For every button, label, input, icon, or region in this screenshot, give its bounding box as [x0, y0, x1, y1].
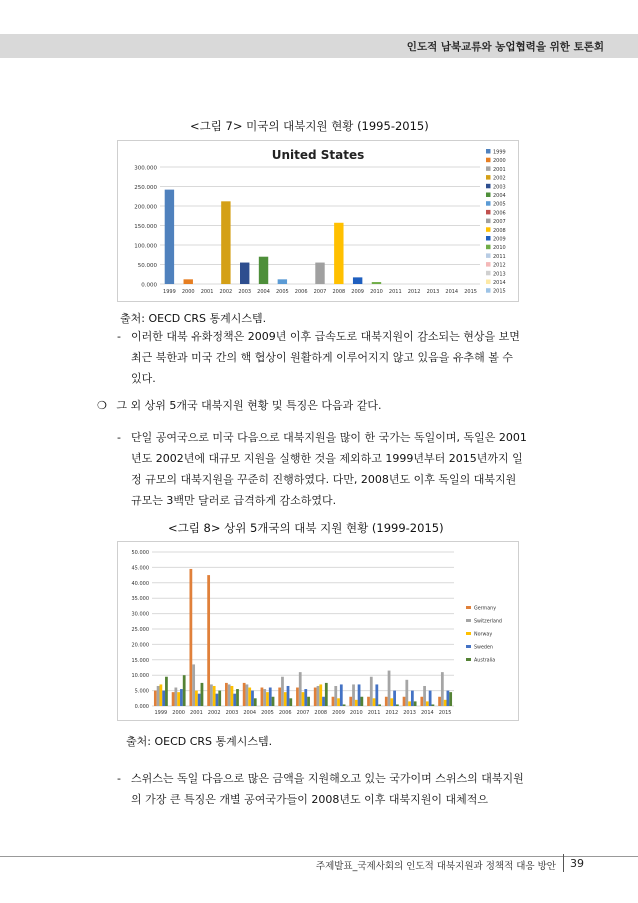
bar — [269, 688, 272, 706]
y-tick-label: 40.000 — [131, 580, 149, 587]
bar — [263, 689, 266, 706]
bar — [240, 263, 249, 284]
bar — [299, 672, 302, 706]
bar — [210, 684, 213, 706]
bar — [284, 692, 287, 706]
bar — [195, 691, 198, 706]
paragraph-3 — [117, 768, 527, 810]
legend-label: 2010 — [493, 245, 506, 252]
bar — [231, 686, 234, 706]
bar — [340, 684, 343, 706]
bar — [192, 664, 195, 706]
us-aid-chart — [118, 141, 518, 301]
legend-label: 2000 — [493, 158, 506, 165]
bar — [360, 697, 363, 706]
legend-swatch — [486, 271, 491, 276]
bar — [343, 704, 346, 706]
bar — [218, 691, 221, 706]
bullet-mark: ❍ — [97, 399, 107, 412]
bar — [207, 575, 210, 706]
legend-swatch — [486, 201, 491, 206]
bar — [183, 675, 186, 706]
figure8-caption: <그림 8> 상위 5개국의 대북 지원 현황 (1999-2015) — [168, 521, 444, 535]
bar — [358, 684, 361, 706]
y-tick-label: 15.000 — [131, 657, 149, 664]
legend-swatch — [486, 280, 491, 285]
legend-label: 2009 — [493, 236, 506, 243]
x-tick-label: 2012 — [385, 710, 399, 716]
bar — [373, 698, 376, 706]
bar — [246, 684, 249, 706]
legend-swatch — [486, 175, 491, 180]
bar — [385, 697, 388, 706]
bar — [352, 684, 355, 706]
bar — [251, 691, 254, 706]
legend-swatch — [486, 227, 491, 232]
bar — [375, 684, 378, 706]
bar — [411, 691, 414, 706]
bar — [408, 701, 411, 706]
legend-swatch — [466, 645, 471, 648]
legend-swatch — [486, 149, 491, 154]
bar — [233, 694, 236, 706]
bar — [444, 700, 447, 706]
legend-swatch — [466, 632, 471, 635]
paragraph-1 — [117, 326, 527, 389]
y-tick-label: 250.000 — [134, 185, 157, 191]
bar — [154, 691, 157, 706]
bar — [296, 688, 299, 706]
legend-label: 2006 — [493, 210, 506, 217]
bar — [325, 683, 328, 706]
legend-label: 2007 — [493, 219, 506, 226]
legend-label: 1999 — [493, 149, 506, 156]
legend-label: 2015 — [493, 288, 506, 295]
bar — [272, 697, 275, 706]
bar — [165, 190, 174, 284]
bar — [319, 684, 322, 706]
bar — [221, 201, 230, 284]
bar — [432, 704, 435, 706]
bar — [403, 697, 406, 706]
y-tick-label: 10.000 — [131, 673, 149, 680]
legend-label: 2003 — [493, 184, 506, 191]
paragraph-2-text: 단일 공여국으로 미국 다음으로 대북지원을 많이 한 국가는 독일이며, 독일은 2001년도 2002년에 대규모 지원을 실행한 것을 제외하고 1999년부터 2015년까지 일정 규모의 대북지원을 꾸준히 진행하였다. 다만, 2008년도 이후 독일의 대북지원 규모는 3백만 달러로 급격하게 감소하였다. — [131, 431, 527, 507]
bar — [441, 672, 444, 706]
x-tick-label: 2015 — [438, 710, 452, 716]
bar — [278, 688, 281, 706]
y-tick-label: 5.000 — [134, 688, 149, 695]
bar — [157, 686, 160, 706]
chart-title: United States — [271, 148, 365, 162]
bar — [174, 688, 177, 706]
bar — [281, 677, 284, 706]
legend-label: Germany — [474, 606, 497, 612]
legend-label: 2008 — [493, 227, 506, 234]
legend-swatch — [486, 184, 491, 189]
bar — [429, 691, 432, 706]
bar — [317, 686, 320, 706]
x-tick-label: 2015 — [464, 289, 477, 295]
legend-swatch — [486, 193, 491, 198]
x-tick-label: 2013 — [403, 710, 416, 716]
bar — [349, 697, 352, 706]
bar — [278, 279, 287, 284]
bar — [159, 684, 162, 706]
bar — [334, 223, 343, 284]
bar — [423, 686, 426, 706]
bar — [370, 677, 373, 706]
x-tick-label: 2007 — [296, 710, 310, 716]
legend-swatch — [486, 158, 491, 163]
bar — [287, 686, 290, 706]
x-tick-label: 2014 — [445, 289, 459, 295]
bar — [236, 689, 239, 706]
x-tick-label: 2003 — [225, 710, 239, 716]
y-tick-label: 200.000 — [134, 204, 157, 211]
x-tick-label: 2009 — [332, 710, 345, 716]
legend-swatch — [486, 210, 491, 215]
x-tick-label: 1999 — [154, 710, 168, 716]
bar — [414, 701, 417, 706]
x-tick-label: 2006 — [294, 289, 308, 295]
bar — [447, 691, 450, 706]
x-tick-label: 2014 — [420, 710, 434, 716]
figure7-frame — [117, 140, 519, 302]
bar — [396, 704, 399, 706]
footer-rule — [0, 856, 638, 857]
bar — [390, 698, 393, 706]
x-tick-label: 2000 — [181, 289, 195, 295]
bar — [355, 700, 358, 706]
legend-label: Switzerland — [474, 619, 502, 625]
dash-mark: - — [117, 431, 121, 444]
bar — [254, 698, 257, 706]
paragraph-2 — [117, 427, 527, 511]
footer-separator — [563, 854, 564, 872]
legend-label: 2002 — [493, 175, 506, 182]
bar — [353, 277, 362, 284]
bar — [201, 683, 204, 706]
dash-mark: - — [117, 772, 121, 785]
legend-swatch — [466, 606, 471, 609]
y-tick-label: 30.000 — [131, 611, 149, 618]
bar — [378, 704, 381, 706]
bar — [213, 686, 216, 706]
x-tick-label: 2008 — [332, 289, 346, 295]
legend-swatch — [486, 236, 491, 241]
legend-swatch — [466, 619, 471, 622]
bar — [372, 282, 381, 284]
x-tick-label: 2012 — [407, 289, 421, 295]
y-tick-label: 20.000 — [131, 642, 149, 649]
y-tick-label: 45.000 — [131, 565, 149, 572]
bar — [177, 692, 180, 706]
legend-swatch — [486, 288, 491, 293]
x-tick-label: 2002 — [219, 289, 233, 295]
bar — [315, 263, 324, 284]
legend-label: Norway — [474, 632, 493, 638]
bar — [289, 698, 292, 706]
bar — [165, 677, 168, 706]
y-tick-label: 35.000 — [131, 596, 149, 603]
legend-swatch — [486, 253, 491, 258]
bar — [322, 697, 325, 706]
x-tick-label: 2000 — [172, 710, 186, 716]
figure8-source: 출처: OECD CRS 통계시스템. — [126, 735, 273, 748]
bar — [426, 701, 429, 706]
bar — [162, 691, 165, 706]
bar — [180, 689, 183, 706]
page-number: 39 — [570, 857, 584, 870]
legend-label: Australia — [474, 658, 496, 664]
bar — [307, 697, 310, 706]
paragraph-1-text: 이러한 대북 유화정책은 2009년 이후 급속도로 대북지원이 감소되는 현상을 보면 최근 북한과 미국 간의 핵 협상이 원활하게 이루어지지 않고 있음을 유추해 볼 수 있다. — [131, 330, 520, 385]
y-tick-label: 25.000 — [131, 627, 149, 633]
x-tick-label: 2011 — [388, 289, 402, 295]
legend-swatch — [486, 262, 491, 267]
bar — [248, 688, 251, 706]
x-tick-label: 2005 — [275, 289, 289, 295]
y-tick-label: 100.000 — [134, 243, 157, 250]
y-tick-label: 0.000 — [134, 704, 149, 710]
legend-label: 2014 — [493, 280, 506, 286]
bar — [172, 692, 175, 706]
legend-swatch — [466, 658, 471, 661]
figure8-frame — [117, 541, 519, 721]
bar — [420, 697, 423, 706]
y-tick-label: 150.000 — [134, 224, 157, 230]
bar — [393, 691, 396, 706]
x-tick-label: 2004 — [257, 289, 270, 295]
bar — [198, 694, 201, 706]
x-tick-label: 1999 — [163, 289, 176, 295]
x-tick-label: 2011 — [367, 710, 381, 716]
x-tick-label: 2003 — [238, 289, 252, 295]
x-tick-label: 2009 — [351, 289, 365, 295]
bar — [243, 683, 246, 706]
x-tick-label: 2007 — [313, 289, 327, 295]
x-tick-label: 2001 — [190, 710, 203, 716]
top5-donors-chart — [118, 542, 518, 720]
x-tick-label: 2002 — [207, 710, 221, 716]
dash-mark: - — [117, 330, 121, 343]
bullet-line — [97, 395, 381, 416]
x-tick-label: 2004 — [243, 710, 257, 716]
bar — [367, 697, 370, 706]
bar — [302, 692, 305, 706]
legend-swatch — [486, 166, 491, 171]
bar — [216, 694, 219, 706]
bar — [259, 257, 268, 284]
y-tick-label: 50.000 — [131, 550, 149, 556]
footer-title: 주제발표_국제사회의 인도적 대북지원과 정책적 대응 방안 — [315, 861, 556, 872]
x-tick-label: 2010 — [370, 289, 383, 295]
x-tick-label: 2008 — [314, 710, 328, 716]
header-title: 인도적 남북교류와 농업협력을 위한 토론회 — [406, 41, 604, 53]
legend-label: 2004 — [493, 193, 506, 199]
x-tick-label: 2013 — [426, 289, 440, 295]
figure7-caption: <그림 7> 미국의 대북지원 현황 (1995-2015) — [190, 119, 429, 133]
y-tick-label: 300.000 — [134, 165, 157, 172]
bar — [261, 688, 264, 706]
bar — [332, 697, 335, 706]
bar — [228, 684, 231, 706]
x-tick-label: 2010 — [349, 710, 363, 716]
figure7-source: 출처: OECD CRS 통계시스템. — [120, 312, 267, 325]
bar — [337, 698, 340, 706]
legend-label: 2011 — [493, 253, 506, 260]
bar — [225, 683, 228, 706]
bar — [405, 680, 408, 706]
legend-label: 2013 — [493, 271, 506, 278]
bar — [314, 688, 317, 706]
x-tick-label: 2001 — [200, 289, 214, 295]
bar — [388, 671, 391, 706]
bar — [304, 689, 307, 706]
x-tick-label: 2005 — [261, 710, 274, 716]
legend-label: 2001 — [493, 166, 506, 173]
bar — [438, 697, 441, 706]
bar — [189, 569, 192, 706]
legend-label: Sweden — [474, 645, 493, 651]
bullet-text: 그 외 상위 5개국 대북지원 현황 및 특징은 다음과 같다. — [116, 399, 382, 412]
legend-swatch — [486, 219, 491, 224]
legend-label: 2012 — [493, 262, 506, 269]
bar — [334, 686, 337, 706]
legend-swatch — [486, 245, 491, 250]
bar — [266, 692, 269, 706]
bar — [449, 692, 452, 706]
y-tick-label: 50.000 — [137, 263, 157, 269]
paragraph-3-text: 스위스는 독일 다음으로 많은 금액을 지원해오고 있는 국가이며 스위스의 대북지원의 가장 큰 특징은 개별 공여국가들이 2008년도 이후 대북지원이 대체적으 — [131, 772, 524, 806]
legend-label: 2005 — [493, 201, 506, 208]
bar — [184, 279, 193, 284]
x-tick-label: 2006 — [278, 710, 292, 716]
y-tick-label: 0.000 — [141, 282, 157, 289]
